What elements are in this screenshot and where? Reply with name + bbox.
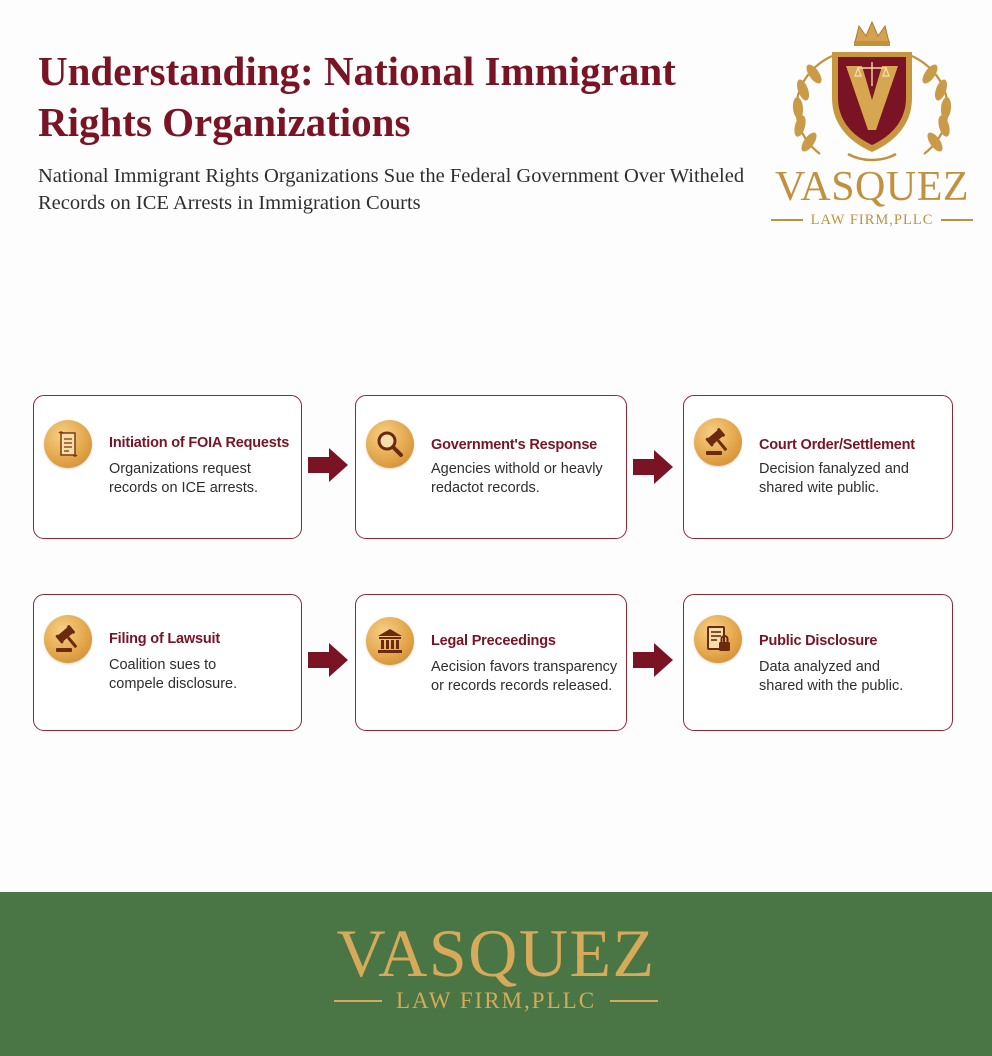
step-description: Data analyzed and shared with the public. [759, 659, 904, 694]
step-title: Legal Preceedings [431, 633, 556, 649]
locked-document-icon [694, 615, 742, 663]
step-title: Initiation of FOIA Requests [109, 435, 290, 451]
footer-tagline [0, 987, 992, 1015]
logo-rule-right [941, 219, 973, 221]
footer-tagline-text: LAW FIRM,PLLC [395, 988, 597, 1013]
flow-arrow-icon [308, 643, 348, 677]
step-card-filing-lawsuit [33, 594, 302, 731]
magnifier-icon [366, 420, 414, 468]
step-card-government-response [355, 395, 627, 539]
logo-tagline-text: LAW FIRM,PLLC [810, 211, 934, 228]
footer-rule-right [610, 1000, 658, 1002]
logo-wordmark: VASQUEZ [774, 164, 970, 210]
step-description: Aecision favors transparency or records records released. [431, 659, 618, 694]
step-card-public-disclosure [683, 594, 953, 731]
step-title: Public Disclosure [759, 633, 878, 649]
step-description: Organizations request records on ICE arrests. [109, 461, 259, 496]
gavel-icon [44, 615, 92, 663]
step-card-legal-proceedings [355, 594, 627, 731]
footer-wordmark: VASQUEZ [336, 915, 656, 991]
flow-arrow-icon [308, 448, 348, 482]
step-description: Agencies withold or heavly redactot records. [431, 461, 603, 496]
step-description: Coalition sues to compele disclosure. [109, 657, 238, 692]
gavel-icon [694, 418, 742, 466]
footer-rule-left [334, 1000, 382, 1002]
step-title: Filing of Lawsuit [109, 631, 220, 647]
flow-arrow-icon [633, 643, 673, 677]
courthouse-icon [366, 617, 414, 665]
step-title: Government's Response [431, 437, 598, 453]
step-card-court-order [683, 395, 953, 539]
logo-tagline [764, 210, 980, 230]
document-icon [44, 420, 92, 468]
page-subtitle: National Immigrant Rights Organizations Sue the Federal Government Over Witheled Records on ICE Arrests in Immigration Courts [38, 165, 745, 214]
step-card-foia-requests [33, 395, 302, 539]
step-description: Decision fanalyzed and shared wite public. [759, 461, 909, 496]
logo-rule-left [771, 219, 803, 221]
flow-arrow-icon [633, 450, 673, 484]
page-title: Understanding: National Immigrant Rights Organizations [38, 48, 676, 145]
step-title: Court Order/Settlement [759, 437, 915, 453]
